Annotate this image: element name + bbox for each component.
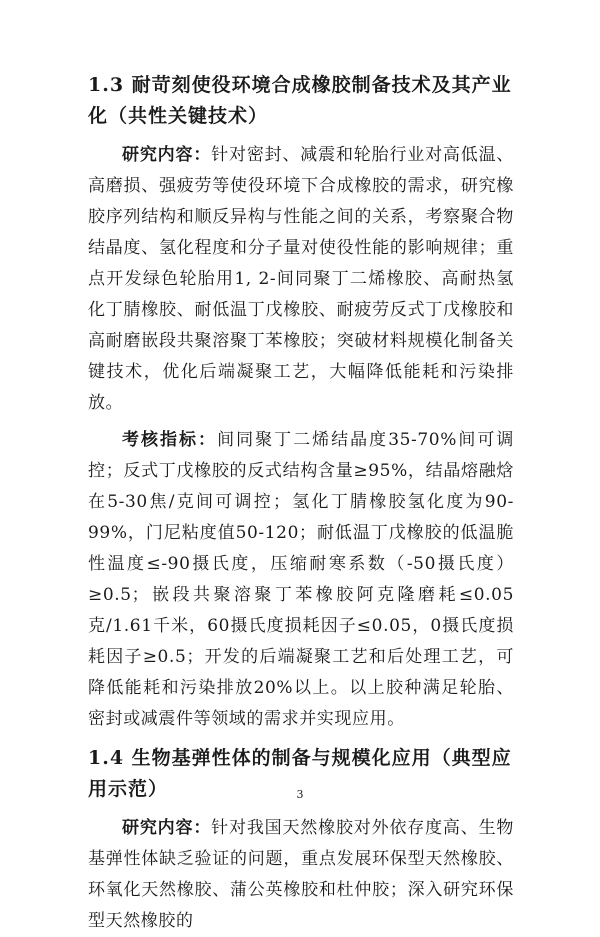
section-1-3-title: 1.3 耐苛刻使役环境合成橡胶制备技术及其产业化（共性关键技术） [88, 74, 512, 127]
research-content-label: 研究内容： [122, 818, 212, 838]
section-1-4-title: 1.4 生物基弹性体的制备与规模化应用（典型应用示范） [88, 747, 512, 800]
assessment-indicators-label: 考核指标： [122, 430, 218, 450]
section-1-3-research-paragraph [88, 140, 514, 419]
research-content-text: 针对我国天然橡胶对外依存度高、生物基弹性体缺乏验证的问题，重点发展环保型天然橡胶、环氧化天然橡胶、蒲公英橡胶和杜仲胶；深入研究环保型天然橡胶的 [88, 818, 515, 931]
assessment-indicators-text: 间同聚丁二烯结晶度35-70%间可调控；反式丁戊橡胶的反式结构含量≥95%，结晶熔融焓在5-30焦/克间可调控；氢化丁腈橡胶氢化度为90-99%，门尼粘度值50-120；耐低温丁戊橡胶的低温脆性温度≤-90摄氏度，压缩耐寒系数（-50摄氏度）≥0.5；嵌段共聚溶聚丁苯橡胶阿克隆磨耗≤0.05克/1.61千米，60摄氏度损耗因子≤0.05，0摄氏度损耗因子≥0.5；开发的后端凝聚工艺和后处理工艺，可降低能耗和污染排放20%以上。以上胶种满足轮胎、密封或减震件等领域的需求并实现应用。 [88, 430, 515, 729]
research-content-label: 研究内容： [122, 145, 212, 165]
page-number: 3 [296, 788, 304, 801]
research-content-text: 针对密封、减震和轮胎行业对高低温、高磨损、强疲劳等使役环境下合成橡胶的需求，研究橡胶序列结构和顺反异构与性能之间的关系，考察聚合物结晶度、氢化程度和分子量对使役性能的影响规律；重点开发绿色轮胎用1, 2-间同聚丁二烯橡胶、高耐热氢化丁腈橡胶、耐低温丁戊橡胶、耐疲劳反式丁戊橡胶和高耐磨嵌段共聚溶聚丁苯橡胶；突破材料规模化制备关键技术，优化后端凝聚工艺，大幅降低能耗和污染排放。 [88, 145, 515, 413]
section-1-3-assessment-paragraph [88, 425, 514, 735]
section-1-4-research-paragraph [88, 813, 514, 937]
document-page [88, 70, 514, 937]
